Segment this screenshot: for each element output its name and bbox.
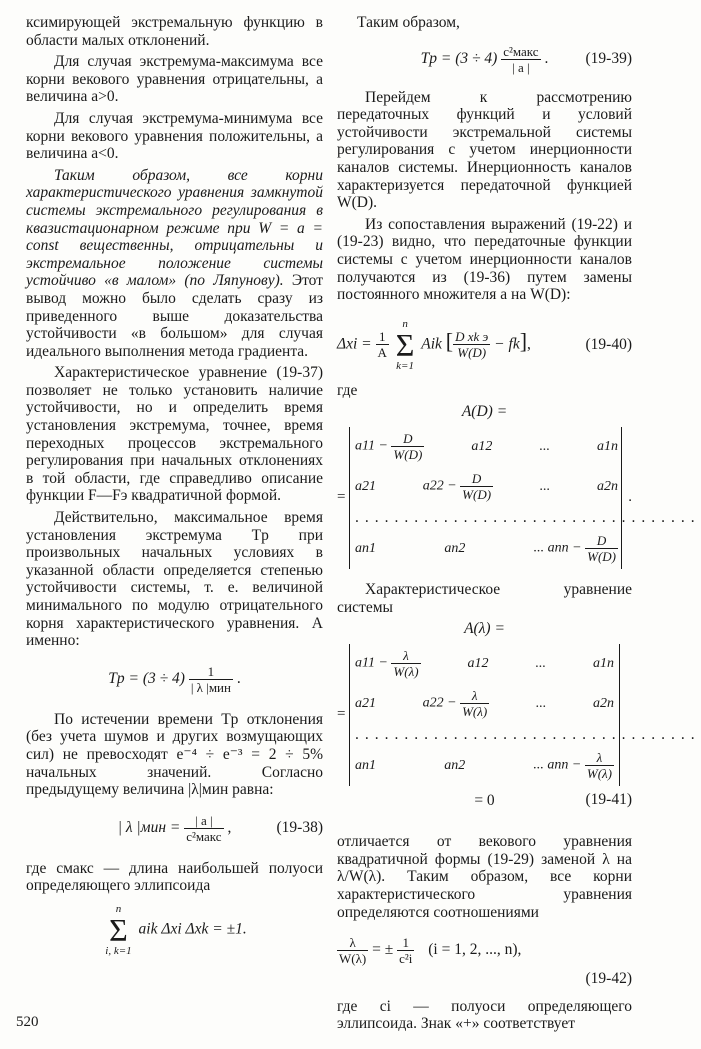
det-dots: ................................... bbox=[355, 508, 701, 526]
paragraph: ксимирующей экстремальную функцию в области малых отклонений. bbox=[26, 14, 323, 49]
determinant-AD bbox=[337, 427, 701, 569]
equation-condition: (i = 1, 2, ..., n), bbox=[428, 941, 522, 959]
fraction: $\frac{\text{c²макс}}{| a |}$ bbox=[503, 43, 539, 75]
left-column bbox=[26, 14, 323, 967]
paragraph: где ci — полуоси определяющего эллипсоида. Знак «+» соответствует bbox=[337, 997, 632, 1033]
equation-tail: . bbox=[544, 49, 549, 67]
determinant-title bbox=[337, 403, 632, 421]
equation-lhs: | λ |мин = bbox=[117, 818, 181, 836]
equals-sign: = bbox=[337, 489, 346, 506]
equation-19-42 bbox=[337, 935, 632, 966]
equation-mid: = ± bbox=[372, 941, 394, 959]
determinant-title bbox=[337, 620, 632, 638]
det-title-text: A(λ) = bbox=[464, 620, 505, 638]
paragraph: По истечении времени Tр отклонения (без учета шумов и других возмущающих сил) не превосходят e⁻⁴ ÷ e⁻³ = 2 ÷ 5% начальных значений. Согласно предыдущему величина |λ|мин равна: bbox=[26, 710, 323, 799]
sum-symbol: n Σ k=1 bbox=[395, 317, 415, 372]
coefficient: Aik bbox=[421, 335, 442, 353]
det-bar-right bbox=[619, 644, 620, 786]
equation-tail: , bbox=[227, 818, 232, 836]
paragraph: Характеристическое уравнение (19-37) позволяет не только установить наличие устойчивости, но и определить время установления экстремума, точнее, время переходных процессов экстремального регулирования при начальных отклонениях в той области, где справедливо описание функции F—Fэ квадратичной формой. bbox=[26, 364, 323, 505]
equation-19-39 bbox=[337, 44, 632, 75]
det-bar-right bbox=[621, 427, 622, 569]
equation-tail: . bbox=[236, 669, 241, 687]
equation-number: (19-42) bbox=[585, 970, 632, 988]
paragraph: Из сопоставления выражений (19-22) и (19-23) видно, что передаточные функции системы с учетом инерционности каналов получаются из (19-36) путем замены постоянного множителя a на W(D): bbox=[337, 215, 632, 304]
equation-tail: , bbox=[527, 335, 531, 353]
equation-19-40 bbox=[337, 318, 632, 372]
period: . bbox=[628, 489, 632, 506]
equation-lhs: Tр = (3 ÷ 4) bbox=[420, 49, 498, 67]
paragraph: Характеристическое уравнение системы bbox=[337, 580, 632, 616]
fraction: $\frac{\lambda}{W(\lambda)}$ bbox=[339, 935, 367, 967]
paragraph: Действительно, максимальное время установления экстремума Tр при произвольных начальных условиях в указанной области определяется степенью устойчивости системы, т. е. величиной минимального по модулю отрицательного корня характеристического уравнения. А именно: bbox=[26, 509, 323, 650]
paragraph: где bbox=[337, 381, 358, 399]
paragraph: где cмакс — длина наибольшей полуоси определяющего эллипсоида bbox=[26, 859, 323, 895]
fraction: $\frac{1}{\text{| λ |мин}}$ bbox=[190, 663, 231, 695]
paragraph: Перейдем к рассмотрению передаточных функций и условий устойчивости экстремальной системы регулирования с учетом инерционности каналов системы. Инерционность каналов характеризуется передаточной функцией W(D). bbox=[337, 88, 632, 212]
determinant-Alambda bbox=[337, 644, 701, 786]
equation-ellipsoid bbox=[26, 903, 323, 957]
equation-19-38 bbox=[26, 813, 323, 844]
equation-time bbox=[26, 664, 323, 695]
equation-number: (19-39) bbox=[585, 50, 632, 68]
paragraph-tail: Этот вывод можно было сделать сразу из приведенного выше доказательства устойчивости «в большом» для случая идеального выполнения метода градиента. bbox=[26, 272, 323, 360]
equation-number: (19-41) bbox=[585, 791, 632, 809]
fraction: $\frac{1}{A}$ bbox=[377, 329, 387, 361]
det-row: an1 an2 ... ann − $\frac{D}{W(D)}$ bbox=[355, 533, 616, 565]
paragraph: Для случая экстремума-максимума все корни векового уравнения отрицательны, а величина a>0. bbox=[26, 53, 323, 106]
det-row: a21 a22 − $\frac{D}{W(D)}$ ... a2n bbox=[355, 471, 618, 503]
equation-body: aik Δxi Δxk = ±1. bbox=[138, 920, 247, 938]
fraction: $\frac{| a |}{\text{c²макс}}$ bbox=[186, 812, 222, 844]
equation-lhs: Δxi = bbox=[337, 335, 372, 353]
equation-19-41 bbox=[337, 792, 632, 810]
det-bar-left bbox=[349, 644, 350, 786]
det-row: a11 − $\frac{D}{W(D)}$ a12 ... a1n bbox=[355, 431, 618, 463]
bracket-open: [ bbox=[445, 328, 454, 354]
right-column bbox=[337, 14, 701, 1033]
det-row: an1 an2 ... ann − $\frac{\lambda}{W(\lambda)}$ bbox=[355, 750, 612, 782]
equation-number-row bbox=[337, 970, 632, 988]
paragraph: Таким образом, bbox=[357, 14, 460, 31]
page-number: 520 bbox=[16, 1014, 39, 1030]
fraction: $\frac{1}{\text{c²i}}$ bbox=[399, 935, 413, 967]
minus-term: − fk bbox=[494, 335, 520, 353]
det-row: a21 a22 − $\frac{\lambda}{W(\lambda)}$ ... a2n bbox=[355, 688, 614, 720]
equals-sign: = bbox=[337, 706, 346, 723]
equation-lhs: Tр = (3 ÷ 4) bbox=[108, 669, 185, 687]
paragraph: Для случая экстремума-минимума все корни векового уравнения положительны, а величина a<0. bbox=[26, 109, 323, 163]
det-title-text: A(D) = bbox=[461, 403, 508, 421]
italic-conclusion bbox=[26, 167, 323, 361]
det-bar-left bbox=[349, 427, 350, 569]
paragraph: отличается от векового уравнения квадратичной формы (19-29) заменой λ на λ/W(λ). Таким образом, все корни характеристического уравнения определяются соотношениями bbox=[337, 833, 632, 921]
italic-text: Таким образом, все корни характеристического уравнения замкнутой системы экстремального регулирования в квазистационарном режиме при W = a = const вещественны, отрицательны и экстремальное положение системы устойчиво «в малом» (по Ляпунову). bbox=[26, 166, 323, 290]
equals-zero: = 0 bbox=[474, 791, 495, 809]
det-dots: ................................... bbox=[355, 725, 701, 743]
sum-symbol: n Σ i, k=1 bbox=[105, 902, 132, 957]
equation-number: (19-40) bbox=[585, 335, 632, 353]
det-row: a11 − $\frac{\lambda}{W(\lambda)}$ a12 ... a1n bbox=[355, 648, 614, 680]
equation-number: (19-38) bbox=[276, 819, 323, 837]
bracket-close: ] bbox=[519, 328, 528, 354]
fraction: $\frac{\text{D xk э}}{W(D)}$ bbox=[455, 329, 489, 361]
